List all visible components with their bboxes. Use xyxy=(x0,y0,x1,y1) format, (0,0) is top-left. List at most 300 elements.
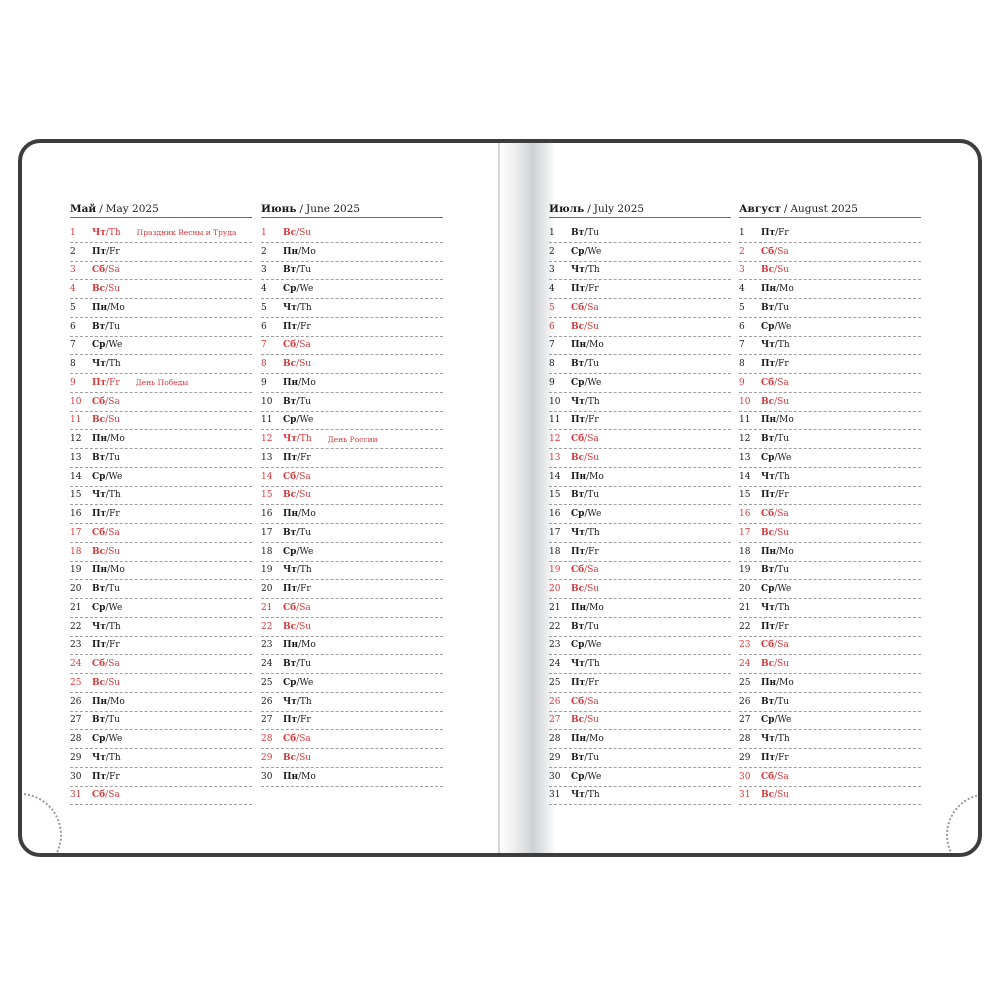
day-row xyxy=(739,337,921,356)
day-number: 28 xyxy=(70,734,82,745)
day-row xyxy=(739,618,921,637)
day-number: 26 xyxy=(549,696,561,707)
weekday-ru: Пт xyxy=(761,227,776,238)
day-row xyxy=(549,693,731,712)
weekday-en: Mo xyxy=(589,602,604,613)
weekday-en: Sa xyxy=(777,377,789,388)
day-row xyxy=(739,768,921,787)
weekday-en: Tu xyxy=(108,452,121,463)
weekday-ru: Вт xyxy=(283,659,297,670)
weekday-separator: / xyxy=(584,584,588,595)
day-number: 24 xyxy=(549,659,561,670)
weekday-ru: Вс xyxy=(761,527,775,538)
weekday-separator: / xyxy=(584,227,588,238)
weekday-en: Fr xyxy=(778,621,789,632)
weekday-en: Sa xyxy=(108,527,120,538)
weekday-ru: Вс xyxy=(571,584,585,595)
day-number: 19 xyxy=(549,565,561,576)
weekday-ru: Сб xyxy=(571,434,585,445)
day-row xyxy=(549,449,731,468)
day-row xyxy=(739,599,921,618)
weekday-separator: / xyxy=(584,771,588,782)
weekday-ru: Сб xyxy=(761,377,775,388)
weekday-ru: Чт xyxy=(283,302,297,313)
weekday-ru: Пт xyxy=(283,715,298,726)
weekday-separator: / xyxy=(105,546,109,557)
weekday-en: Th xyxy=(299,302,312,313)
weekday-separator: / xyxy=(296,527,300,538)
day-number: 28 xyxy=(549,734,561,745)
day-number: 23 xyxy=(549,640,561,651)
day-number: 4 xyxy=(739,284,745,295)
weekday-en: Sa xyxy=(777,771,789,782)
planner-spread xyxy=(18,139,982,857)
day-number: 13 xyxy=(549,452,561,463)
weekday-en: Su xyxy=(587,715,600,726)
month-header: Июль / July 2025 xyxy=(549,196,731,218)
day-number: 10 xyxy=(739,396,751,407)
day-number: 13 xyxy=(739,452,751,463)
day-number: 20 xyxy=(549,584,561,595)
weekday-ru: Пт xyxy=(92,377,107,388)
weekday-separator: / xyxy=(774,471,778,482)
day-row xyxy=(739,449,921,468)
day-number: 22 xyxy=(70,621,82,632)
weekday-ru: Пт xyxy=(283,452,298,463)
weekday-ru: Вт xyxy=(761,302,775,313)
weekday-en: Su xyxy=(108,677,121,688)
weekday-ru: Вс xyxy=(283,227,297,238)
weekday-ru: Чт xyxy=(571,396,585,407)
day-number: 15 xyxy=(261,490,273,501)
day-number: 5 xyxy=(549,302,555,313)
weekday-separator: / xyxy=(584,246,588,257)
day-number: 3 xyxy=(549,265,555,276)
weekday-separator: / xyxy=(105,340,109,351)
weekday-ru: Вс xyxy=(92,415,106,426)
weekday-separator: / xyxy=(775,621,779,632)
weekday-ru: Чт xyxy=(92,621,106,632)
weekday-ru: Пт xyxy=(283,321,298,332)
weekday-separator: / xyxy=(296,265,300,276)
day-list xyxy=(739,224,921,805)
day-row xyxy=(70,337,252,356)
weekday-separator: / xyxy=(105,715,109,726)
weekday-ru: Ср xyxy=(761,584,775,595)
weekday-separator: / xyxy=(106,509,110,520)
day-number: 17 xyxy=(70,527,82,538)
weekday-ru: Ср xyxy=(283,284,297,295)
weekday-separator: / xyxy=(584,396,588,407)
weekday-ru: Пн xyxy=(283,640,299,651)
weekday-separator: / xyxy=(298,771,302,782)
weekday-en: Th xyxy=(108,359,121,370)
day-number: 8 xyxy=(739,359,745,370)
weekday-separator: / xyxy=(584,452,588,463)
month-title-en: May 2025 xyxy=(105,203,159,215)
weekday-ru: Пн xyxy=(283,377,299,388)
day-row xyxy=(70,655,252,674)
weekday-separator: / xyxy=(105,584,109,595)
day-row xyxy=(739,655,921,674)
weekday-separator: / xyxy=(107,565,111,576)
weekday-en: Mo xyxy=(779,284,794,295)
weekday-en: Tu xyxy=(299,265,312,276)
weekday-en: We xyxy=(587,640,602,651)
weekday-separator: / xyxy=(296,415,300,426)
weekday-ru: Пн xyxy=(571,734,587,745)
weekday-en: Su xyxy=(108,284,121,295)
day-number: 29 xyxy=(549,752,561,763)
weekday-separator: / xyxy=(774,715,778,726)
day-number: 15 xyxy=(70,490,82,501)
day-row xyxy=(70,768,252,787)
weekday-en: Mo xyxy=(110,434,125,445)
weekday-en: Th xyxy=(299,565,312,576)
day-number: 4 xyxy=(261,284,267,295)
weekday-separator: / xyxy=(774,452,778,463)
weekday-en: We xyxy=(587,771,602,782)
weekday-separator: / xyxy=(297,452,301,463)
day-number: 2 xyxy=(261,246,267,257)
day-number: 14 xyxy=(70,471,82,482)
weekday-en: Fr xyxy=(588,546,599,557)
weekday-ru: Сб xyxy=(283,471,297,482)
day-number: 31 xyxy=(549,790,561,801)
day-row xyxy=(549,243,731,262)
day-number: 14 xyxy=(261,471,273,482)
weekday-en: Su xyxy=(108,546,121,557)
weekday-ru: Ср xyxy=(92,471,106,482)
weekday-separator: / xyxy=(774,340,778,351)
weekday-en: We xyxy=(587,246,602,257)
weekday-separator: / xyxy=(584,752,588,763)
weekday-en: Mo xyxy=(589,340,604,351)
weekday-ru: Чт xyxy=(283,696,297,707)
weekday-en: Th xyxy=(777,340,790,351)
day-row xyxy=(70,562,252,581)
day-number: 8 xyxy=(549,359,555,370)
day-row xyxy=(70,243,252,262)
weekday-ru: Чт xyxy=(92,752,106,763)
weekday-en: Sa xyxy=(108,790,120,801)
weekday-ru: Чт xyxy=(571,790,585,801)
weekday-separator: / xyxy=(105,284,109,295)
day-row xyxy=(739,280,921,299)
weekday-separator: / xyxy=(585,415,589,426)
weekday-separator: / xyxy=(296,340,300,351)
day-row xyxy=(261,487,443,506)
day-number: 18 xyxy=(70,546,82,557)
weekday-en: Fr xyxy=(778,227,789,238)
day-number: 1 xyxy=(739,227,745,238)
day-row xyxy=(70,374,252,393)
weekday-ru: Вс xyxy=(92,284,106,295)
month-july xyxy=(549,196,731,805)
day-row xyxy=(739,412,921,431)
weekday-ru: Вс xyxy=(92,677,106,688)
day-row xyxy=(549,655,731,674)
weekday-en: Su xyxy=(777,790,790,801)
weekday-ru: Сб xyxy=(92,659,106,670)
day-number: 1 xyxy=(70,227,76,238)
day-row xyxy=(549,355,731,374)
weekday-ru: Сб xyxy=(92,527,106,538)
day-number: 15 xyxy=(739,490,751,501)
weekday-separator: / xyxy=(105,527,109,538)
month-june xyxy=(261,196,443,787)
weekday-ru: Вт xyxy=(571,227,585,238)
weekday-ru: Ср xyxy=(92,602,106,613)
weekday-separator: / xyxy=(107,434,111,445)
weekday-ru: Пт xyxy=(92,509,107,520)
weekday-en: Fr xyxy=(109,771,120,782)
day-number: 22 xyxy=(549,621,561,632)
weekday-separator: / xyxy=(296,302,300,313)
weekday-en: Fr xyxy=(588,284,599,295)
day-number: 9 xyxy=(261,377,267,388)
weekday-en: Fr xyxy=(778,359,789,370)
weekday-en: Fr xyxy=(300,321,311,332)
weekday-en: Sa xyxy=(299,734,311,745)
weekday-ru: Пт xyxy=(761,621,776,632)
weekday-separator: / xyxy=(296,396,300,407)
weekday-ru: Вс xyxy=(761,265,775,276)
day-number: 6 xyxy=(261,321,267,332)
weekday-separator: / xyxy=(106,771,110,782)
day-row xyxy=(70,299,252,318)
weekday-separator: / xyxy=(584,490,588,501)
day-row xyxy=(549,430,731,449)
day-row xyxy=(70,637,252,656)
weekday-separator: / xyxy=(584,659,588,670)
day-number: 24 xyxy=(739,659,751,670)
weekday-ru: Ср xyxy=(571,246,585,257)
weekday-separator: / xyxy=(774,265,778,276)
weekday-en: Su xyxy=(777,527,790,538)
weekday-en: Th xyxy=(587,659,600,670)
day-number: 17 xyxy=(549,527,561,538)
weekday-en: We xyxy=(587,377,602,388)
weekday-ru: Чт xyxy=(283,434,297,445)
day-number: 9 xyxy=(739,377,745,388)
weekday-separator: / xyxy=(298,377,302,388)
day-row xyxy=(549,580,731,599)
day-number: 30 xyxy=(70,771,82,782)
weekday-ru: Вс xyxy=(761,396,775,407)
day-row xyxy=(549,262,731,281)
weekday-ru: Пт xyxy=(571,415,586,426)
weekday-separator: / xyxy=(105,265,109,276)
weekday-ru: Вс xyxy=(92,546,106,557)
weekday-separator: / xyxy=(774,696,778,707)
day-row xyxy=(70,505,252,524)
weekday-separator: / xyxy=(774,771,778,782)
weekday-ru: Чт xyxy=(761,471,775,482)
day-number: 16 xyxy=(70,509,82,520)
weekday-ru: Пт xyxy=(92,246,107,257)
weekday-ru: Вс xyxy=(571,452,585,463)
weekday-separator: / xyxy=(105,602,109,613)
weekday-en: Sa xyxy=(108,659,120,670)
month-title-ru: Июнь xyxy=(261,203,297,215)
weekday-ru: Сб xyxy=(761,246,775,257)
weekday-separator: / xyxy=(774,377,778,388)
weekday-ru: Пн xyxy=(571,471,587,482)
day-row xyxy=(549,562,731,581)
weekday-separator: / xyxy=(584,621,588,632)
day-number: 25 xyxy=(70,677,82,688)
weekday-ru: Чт xyxy=(283,565,297,576)
day-row xyxy=(739,430,921,449)
day-row xyxy=(261,262,443,281)
weekday-en: Mo xyxy=(779,546,794,557)
weekday-ru: Сб xyxy=(92,790,106,801)
weekday-separator: / xyxy=(296,359,300,370)
weekday-separator: / xyxy=(776,284,780,295)
day-row xyxy=(549,468,731,487)
day-row xyxy=(261,543,443,562)
weekday-en: Fr xyxy=(300,715,311,726)
weekday-separator: / xyxy=(296,659,300,670)
day-row xyxy=(70,787,252,806)
weekday-ru: Вс xyxy=(283,359,297,370)
weekday-ru: Сб xyxy=(92,396,106,407)
day-number: 30 xyxy=(739,771,751,782)
weekday-ru: Ср xyxy=(571,377,585,388)
weekday-en: We xyxy=(299,546,314,557)
day-row xyxy=(739,374,921,393)
weekday-separator: / xyxy=(774,602,778,613)
day-row xyxy=(739,262,921,281)
day-row xyxy=(70,674,252,693)
day-row xyxy=(739,524,921,543)
weekday-separator: / xyxy=(584,640,588,651)
holiday-note: День России xyxy=(327,434,378,444)
day-number: 4 xyxy=(549,284,555,295)
weekday-separator: / xyxy=(774,734,778,745)
weekday-ru: Пн xyxy=(92,434,108,445)
weekday-separator: / xyxy=(774,321,778,332)
weekday-en: Tu xyxy=(777,434,790,445)
weekday-en: We xyxy=(777,321,792,332)
weekday-en: We xyxy=(299,284,314,295)
weekday-ru: Пт xyxy=(571,284,586,295)
weekday-separator: / xyxy=(586,734,590,745)
weekday-ru: Сб xyxy=(761,509,775,520)
day-number: 25 xyxy=(549,677,561,688)
weekday-separator: / xyxy=(774,509,778,520)
day-row xyxy=(70,618,252,637)
day-row xyxy=(739,637,921,656)
weekday-separator: / xyxy=(296,284,300,295)
weekday-ru: Пн xyxy=(761,677,777,688)
day-number: 23 xyxy=(739,640,751,651)
day-number: 21 xyxy=(261,602,273,613)
weekday-ru: Вт xyxy=(92,321,106,332)
weekday-ru: Пт xyxy=(283,584,298,595)
day-row xyxy=(70,599,252,618)
day-number: 25 xyxy=(261,677,273,688)
day-number: 13 xyxy=(261,452,273,463)
day-number: 2 xyxy=(549,246,555,257)
weekday-ru: Пт xyxy=(761,359,776,370)
month-header: Июнь / June 2025 xyxy=(261,196,443,218)
weekday-separator: / xyxy=(298,640,302,651)
day-number: 16 xyxy=(549,509,561,520)
day-row xyxy=(739,505,921,524)
weekday-en: Tu xyxy=(108,715,121,726)
day-number: 27 xyxy=(739,715,751,726)
weekday-separator: / xyxy=(105,621,109,632)
day-number: 23 xyxy=(70,640,82,651)
weekday-en: Fr xyxy=(109,640,120,651)
weekday-ru: Пт xyxy=(761,490,776,501)
weekday-ru: Вт xyxy=(571,752,585,763)
holiday-note: День Победы xyxy=(135,378,189,388)
weekday-separator: / xyxy=(296,565,300,576)
day-number: 26 xyxy=(739,696,751,707)
weekday-en: Fr xyxy=(109,509,120,520)
weekday-ru: Вс xyxy=(571,321,585,332)
weekday-ru: Вт xyxy=(283,396,297,407)
weekday-separator: / xyxy=(105,752,109,763)
day-row xyxy=(70,412,252,431)
weekday-separator: / xyxy=(584,377,588,388)
day-row xyxy=(70,712,252,731)
weekday-en: We xyxy=(108,734,123,745)
day-list xyxy=(549,224,731,805)
weekday-en: Th xyxy=(108,621,121,632)
day-row xyxy=(549,299,731,318)
weekday-ru: Вт xyxy=(92,452,106,463)
day-number: 15 xyxy=(549,490,561,501)
weekday-ru: Пн xyxy=(92,696,108,707)
weekday-ru: Сб xyxy=(761,640,775,651)
day-row xyxy=(549,337,731,356)
day-number: 21 xyxy=(739,602,751,613)
day-number: 19 xyxy=(261,565,273,576)
weekday-ru: Вт xyxy=(92,715,106,726)
weekday-en: Mo xyxy=(779,415,794,426)
day-row xyxy=(739,693,921,712)
weekday-ru: Пн xyxy=(92,302,108,313)
day-number: 18 xyxy=(549,546,561,557)
weekday-en: Su xyxy=(299,227,312,238)
weekday-separator: / xyxy=(586,471,590,482)
weekday-en: Tu xyxy=(587,359,600,370)
day-number: 12 xyxy=(739,434,751,445)
day-number: 1 xyxy=(549,227,555,238)
page-fold xyxy=(498,143,500,853)
day-number: 11 xyxy=(261,415,273,426)
weekday-ru: Пн xyxy=(283,771,299,782)
weekday-en: Th xyxy=(587,396,600,407)
weekday-separator: / xyxy=(106,640,110,651)
month-title-ru: Май xyxy=(70,203,97,215)
weekday-separator: / xyxy=(776,415,780,426)
weekday-en: Tu xyxy=(777,696,790,707)
weekday-en: Tu xyxy=(299,527,312,538)
day-row xyxy=(261,449,443,468)
day-number: 7 xyxy=(70,340,76,351)
weekday-en: Mo xyxy=(301,377,316,388)
weekday-ru: Вт xyxy=(283,265,297,276)
weekday-separator: / xyxy=(105,677,109,688)
weekday-separator: / xyxy=(296,490,300,501)
weekday-en: Mo xyxy=(301,640,316,651)
weekday-en: Fr xyxy=(588,415,599,426)
